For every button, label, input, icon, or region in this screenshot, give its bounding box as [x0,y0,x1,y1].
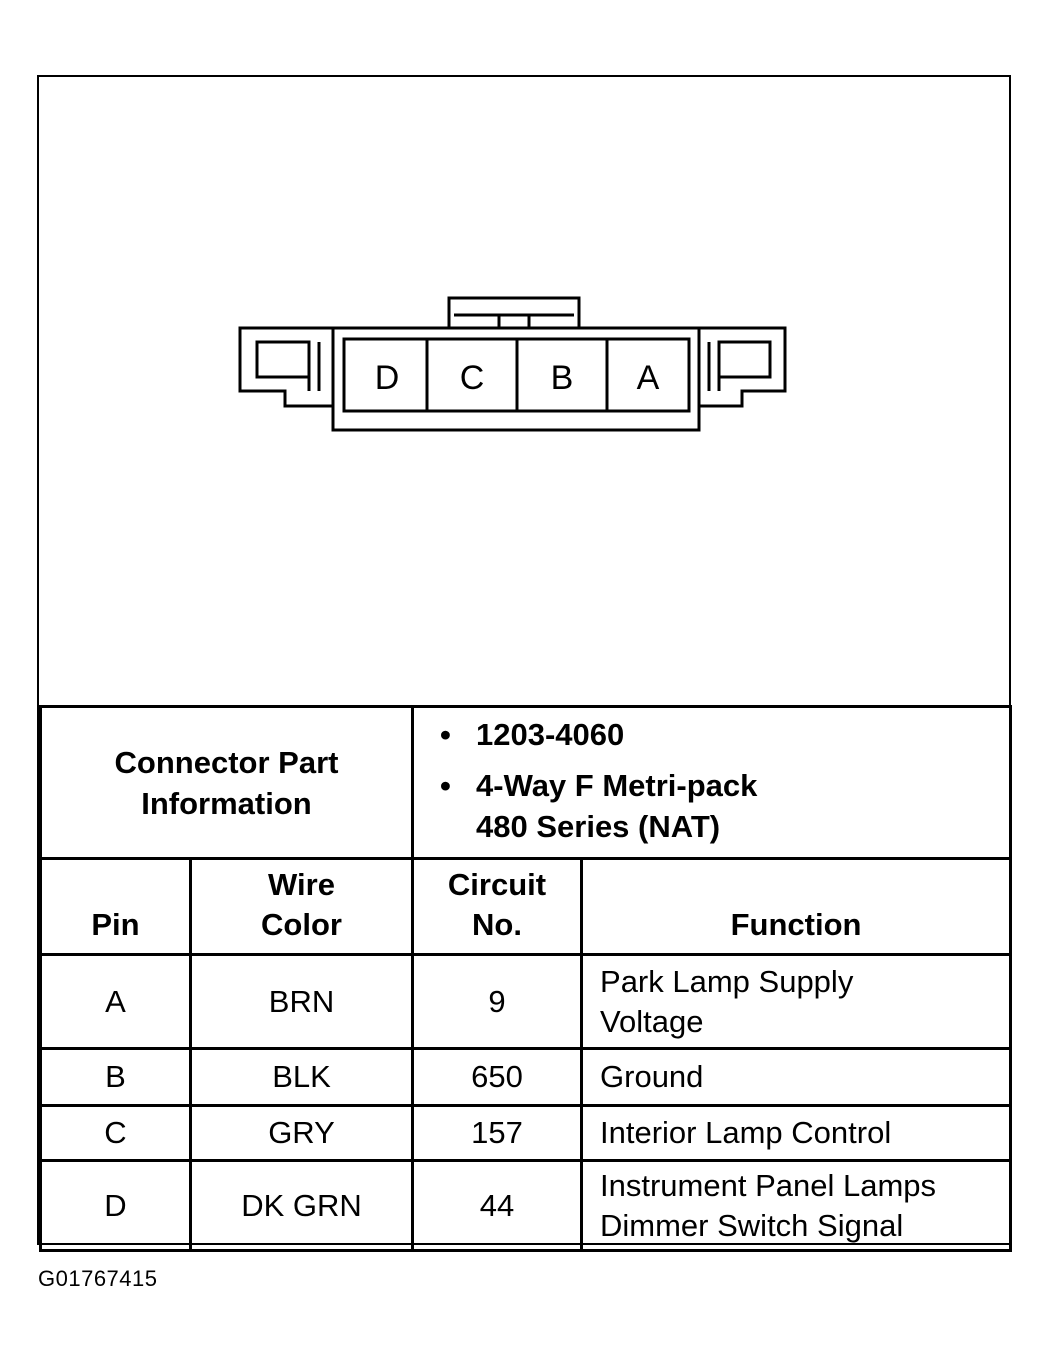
circuit-cell: 44 [413,1161,582,1251]
header-circuit-no: Circuit No. [413,859,582,955]
circuit-cell: 157 [413,1106,582,1161]
connector-type-item: • 4-Way F Metri-pack 480 Series (NAT) [476,765,1009,847]
wire-color-cell: DK GRN [191,1161,413,1251]
pin-cell: C [41,1106,191,1161]
connector-table [39,705,1012,1252]
table-row [41,1161,1011,1251]
pin-label-d: D [374,359,400,397]
pin-cell: A [41,955,191,1049]
connector-diagram [39,77,1009,707]
pin-label-b: B [550,359,574,397]
table-header-row [41,859,1011,955]
info-label-line: Information [141,785,312,821]
figure-code: G01767415 [38,1266,158,1291]
header-pin: Pin [41,859,191,955]
pin-cell: D [41,1161,191,1251]
function-cell: Instrument Panel Lamps Dimmer Switch Signal [582,1161,1011,1251]
part-number-item: • 1203-4060 [476,714,1009,755]
right-ear [699,328,785,406]
pin-label-a: A [636,359,660,397]
header-function: Function [582,859,1011,955]
table-row [41,955,1011,1049]
figure-frame [37,75,1011,1245]
table-row [41,1106,1011,1161]
header-wire-color: Wire Color [191,859,413,955]
wire-color-cell: GRY [191,1106,413,1161]
connector-info-label [41,707,413,859]
latch-tab [449,298,579,328]
circuit-cell: 9 [413,955,582,1049]
function-cell: Ground [582,1049,1011,1106]
wire-color-cell: BRN [191,955,413,1049]
info-label-line: Connector Part [114,744,339,780]
wire-color-cell: BLK [191,1049,413,1106]
pin-label-c: C [459,359,485,397]
connector-info-row [41,707,1011,859]
pin-cell: B [41,1049,191,1106]
table-row [41,1049,1011,1106]
connector-face-drawing [39,77,1009,707]
connector-info-list [413,707,1011,859]
function-cell: Interior Lamp Control [582,1106,1011,1161]
circuit-cell: 650 [413,1049,582,1106]
function-cell: Park Lamp Supply Voltage [582,955,1011,1049]
